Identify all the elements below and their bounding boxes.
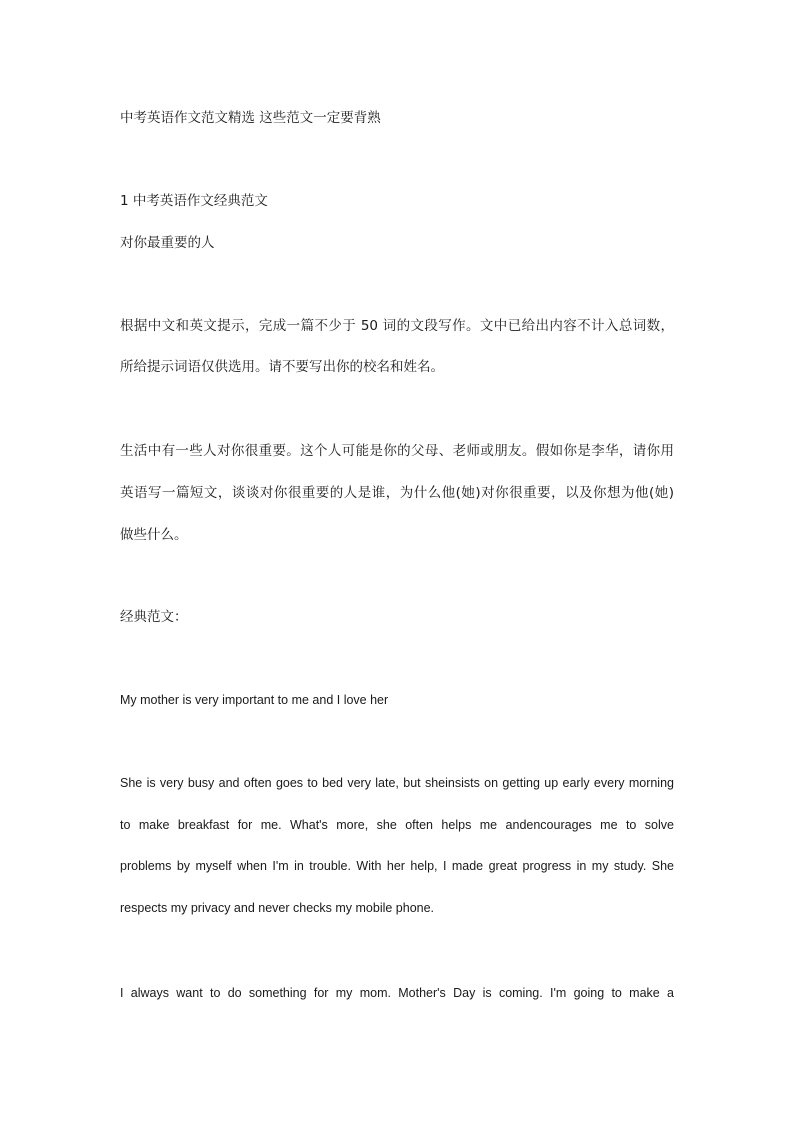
prompt-line: 做些什么。 <box>120 527 188 543</box>
prompt-line: 生活中有一些人对你很重要。这个人可能是你的父母、老师或朋友。假如你是李华，请你用 <box>120 443 674 459</box>
section-heading: 1 中考英语作文经典范文 <box>120 193 268 209</box>
sample-label: 经典范文： <box>120 609 188 625</box>
essay-paragraph-line: problems by myself when I'm in trouble. With her help, I made great progress in my study. She <box>120 859 674 873</box>
essay-paragraph-line: I always want to do something for my mom. Mother's Day is coming. I'm going to make a <box>120 986 674 1000</box>
document-title: 中考英语作文范文精选 这些范文一定要背熟 <box>120 110 381 126</box>
prompt-line: 英语写一篇短文，谈谈对你很重要的人是谁，为什么他(她)对你很重要，以及你想为他(她) <box>120 485 674 501</box>
essay-paragraph-line: respects my privacy and never checks my mobile phone. <box>120 901 435 915</box>
essay-paragraph-line: She is very busy and often goes to bed very late, but sheinsists on getting up early every morning <box>120 776 674 790</box>
instruction-line: 所给提示词语仅供选用。请不要写出你的校名和姓名。 <box>120 359 444 375</box>
topic-heading: 对你最重要的人 <box>120 235 215 251</box>
essay-title: My mother is very important to me and I love her <box>120 693 389 707</box>
instruction-line: 根据中文和英文提示，完成一篇不少于 50 词的文段写作。文中已给出内容不计入总词数， <box>120 318 674 334</box>
essay-paragraph-line: to make breakfast for me. What's more, she often helps me andencourages me to solve <box>120 818 674 832</box>
